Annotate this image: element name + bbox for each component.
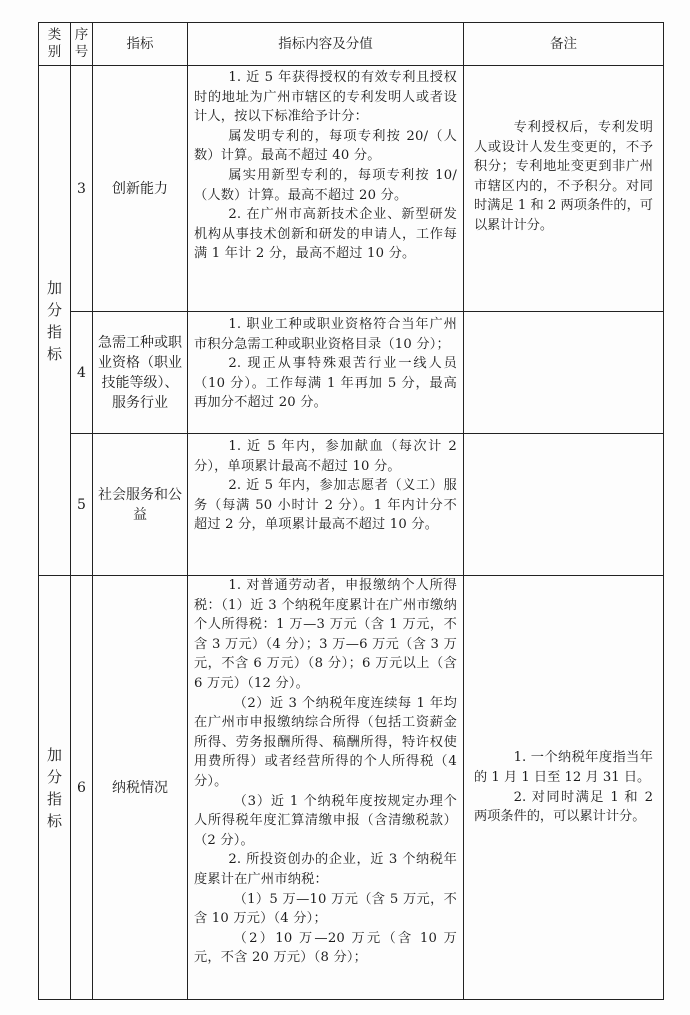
indicator-cell: 急需工种或职业资格（职业技能等级）、服务行业 — [93, 312, 188, 434]
table-row — [39, 66, 664, 312]
content-cell: 1. 近 5 年内，参加献血（每次计 2 分），单项累计最高不超过 10 分。 2. 近 5 年内，参加志愿者（义工）服务（每满 50 小时计 2 分）。1 年内计分不超过 2 分，单项累计最高不超过 10 分。 — [188, 434, 464, 576]
remarks-cell — [464, 312, 664, 434]
header-content: 指标内容及分值 — [188, 23, 464, 66]
header-indicator: 指标 — [93, 23, 188, 66]
table-row — [39, 434, 664, 576]
indicator-cell: 纳税情况 — [93, 576, 188, 1000]
remarks-cell — [464, 434, 664, 576]
category-cell: 加 分 指 标 — [39, 576, 71, 1000]
header-category: 类 别 — [39, 23, 71, 66]
content-cell: 1. 对普通劳动者，申报缴纳个人所得税：（1）近 3 个纳税年度累计在广州市缴纳个人所得税：1 万—3 万元（含 1 万元，不含 3 万元）（4 分）；3 万—6 万元（含 3 万元，不含 6 万元）（8 分）；6 万元以上（含 6 万元）（12 分）。 （2）近 3 个纳税年度连续每 1 年均在广州市申报缴纳综合所得（包括工资薪金所得、劳务报酬所得、稿酬所得，特许权使用费所得）或者经营所得的个人所得税（4 分）。 （3）近 1 个纳税年度按规定办理个人所得税年度汇算清缴申报（含清缴税款）（2 分）。 2. 所投资创办的企业，近 3 个纳税年度累计在广州市纳税： （1）5 万—10 万元（含 5 万元，不含 10 万元）（4 分）； （2）10 万—20 万元（含 10 万元，不含 20 万元）（8 分）； — [188, 576, 464, 1000]
remarks-cell: 专利授权后，专利发明人或设计人发生变更的，不予积分；专利地址变更到非广州市辖区内的，不予积分。对同时满足 1 和 2 两项条件的，可以累计计分。 — [464, 66, 664, 312]
seq-cell: 3 — [71, 66, 93, 312]
remarks-cell: 1. 一个纳税年度指当年的 1 月 1 日至 12 月 31 日。 2. 对同时满足 1 和 2 两项条件的，可以累计计分。 — [464, 576, 664, 1000]
seq-cell: 6 — [71, 576, 93, 1000]
indicator-cell: 创新能力 — [93, 66, 188, 312]
indicator-cell: 社会服务和公益 — [93, 434, 188, 576]
seq-cell: 4 — [71, 312, 93, 434]
table-header-row — [39, 23, 664, 66]
header-remarks: 备注 — [464, 23, 664, 66]
table-row — [39, 312, 664, 434]
header-seq: 序 号 — [71, 23, 93, 66]
category-cell: 加 分 指 标 — [39, 66, 71, 576]
seq-cell: 5 — [71, 434, 93, 576]
table-row — [39, 576, 664, 1000]
content-cell: 1. 职业工种或职业资格符合当年广州市积分急需工种或职业资格目录（10 分）； 2. 现正从事特殊艰苦行业一线人员（10 分）。工作每满 1 年再加 5 分，最高再加分不超过 20 分。 — [188, 312, 464, 434]
indicator-table — [38, 22, 664, 1000]
content-cell: 1. 近 5 年获得授权的有效专利且授权时的地址为广州市辖区的专利发明人或者设计人，按以下标准给予计分： 属发明专利的，每项专利按 20/（人数）计算。最高不超过 40 分。 属实用新型专利的，每项专利按 10/（人数）计算。最高不超过 20 分。 2. 在广州市高新技术企业、新型研发机构从事技术创新和研发的申请人，工作每满 1 年计 2 分，最高不超过 10 分。 — [188, 66, 464, 312]
